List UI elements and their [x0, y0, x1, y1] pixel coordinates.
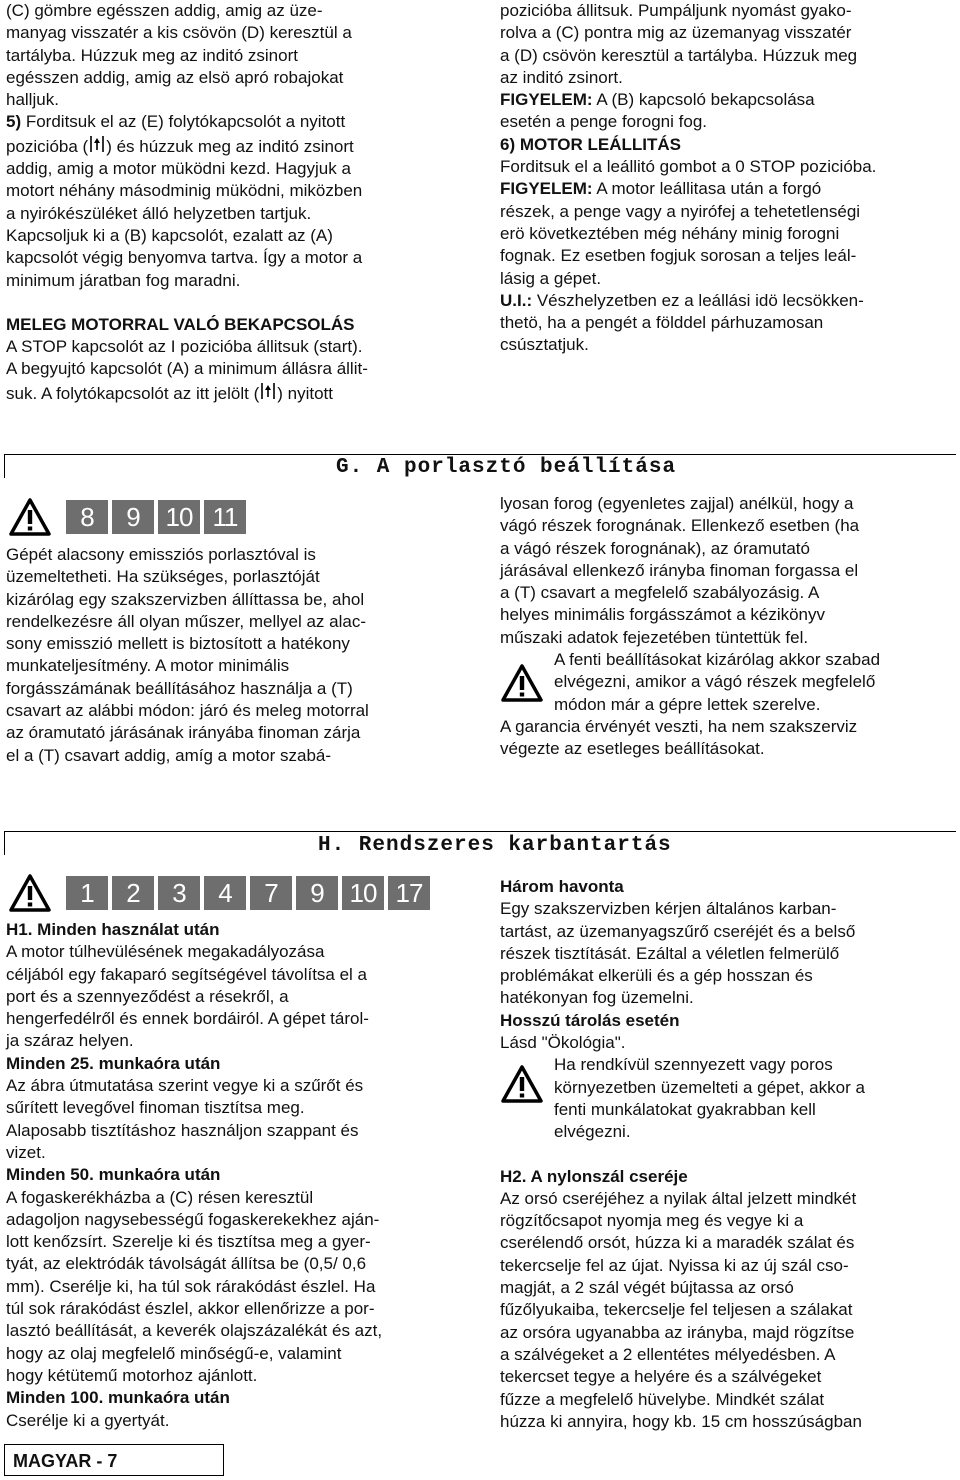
h2-heading: H2. A nylonszál cseréje [500, 1166, 688, 1186]
section-g-right: lyosan forog (egyenletes zajjal) anélkül, hogy a vágó részek forognának. Ellenkező esetben (ha a vágó részek forognának), az óramutató járásával ellenkező irányba finoman forgassa el a (T) csavart a megfelelő szabályozásig. A helyes minimális forgásszámot a kézikönyv műszaki adatok fejezetében tüntettük fel. A fenti beállításokat kizárólag akkor szabad elvégezni, amikor a vágó részek megfelelő módon már a gépre lettek szerelve. A garancia érvényét veszti, ha nem szakszerviz végezte az esetleges beállításokat. [500, 493, 956, 761]
section-h-right: Három havonta Egy szakszervizben kérjen általános karban- tartást, az üzemanyagszűrő cseréjét és a belső részek tisztítását. Ezáltal a véletlen felmerülő problémákat elkerüli és a gép hosszan és hatékonyan fog üzemelni. Hosszú tárolás esetén Lásd "Ökológia". Ha rendkívül szennyezett vagy poros környezetben üzemelteti a gépet, akkor a fenti munkálatokat gyakrabban kell elvégezni. H2. A nylonszál cseréje Az orsó cseréjéhez a nyilak által jelzett mindkét rögzítőcsapot nyomja meg és vegye ki a cserélendő orsót, húzza ki a maradék szálat és tekercselje fel az újat. Nyissa ki az új szál cso- magját, a 2 szál végét bújtassa az orsó fűzőlyukaiba, tekercselje fel teljesen a szálakat az orsóra ugyanabba az irányba, majd rögzítse a szálvégeket a 2 ellentétes mélyedésben. A tekercset tegye a helyére és a szálvégeket fűzze a megfelelő hüvelybe. Mindkét szálat húzza ki annyira, hogy kb. 15 cm hosszúságban [500, 876, 956, 1433]
figure-ref: 17 [388, 876, 430, 910]
figure-ref: 11 [204, 500, 246, 534]
section-h-rule-left [4, 831, 5, 855]
warm-start-block: MELEG MOTORRAL VALÓ BEKAPCSOLÁS A STOP kapcsolót az I pozicióba állitsuk (start). A begyujtó kapcsolót (A) a minimum állásra állit- suk. A folytókapcsolót az itt jelölt ( ) nyitott [6, 314, 468, 405]
adjustment-warning: A fenti beállításokat kizárólag akkor szabad elvégezni, amikor a vágó részek megfelelő módon már a gépre lettek szerelve. [500, 649, 956, 716]
figure-ref: 2 [112, 876, 154, 910]
section-h-figure-refs [8, 873, 434, 913]
top-left-intro: (C) gömbre egésszen addig, amig az üze- manyag visszatér a kis csövön (D) keresztül a tartályba. Húzzuk meg az inditó zsinort egésszen addig, amig az elsö apró robajokat halljuk. [6, 1, 352, 110]
dirty-environment-warning: Ha rendkívül szennyezett vagy poros környezetben üzemelteti a gépet, akkor a fenti munkálatokat gyakrabban kell elvégezni. [500, 1054, 956, 1143]
figure-ref: 10 [342, 876, 384, 910]
every-50-hours-heading: Minden 50. munkaóra után [6, 1165, 221, 1185]
long-storage-heading: Hosszú tárolás esetén [500, 1010, 680, 1030]
section-g-left: Gépét alacsony emissziós porlasztóval is üzemeltetheti. Ha szükséges, porlasztóját kizárólag egy szakszervizben állíttassa be, ahol rendelkezésre áll olyan műszer, mellyel az alac- sony emisszió mellett is biztosított a hatékony munkateljesítmény. A motor minimális forgásszámának beállításához használja a (T) csavart az alábbi módon: járó és meleg motorral az óramutató járásának irányába finoman zárja el a (T) csavart addig, amíg a motor szabá- [6, 545, 369, 765]
section-g-figure-refs [8, 497, 250, 537]
three-months-heading: Három havonta [500, 877, 624, 896]
figure-ref: 3 [158, 876, 200, 910]
figure-ref: 7 [250, 876, 292, 910]
section-h-title: H. Rendszeres karbantartás [318, 834, 672, 857]
warning-triangle-icon [500, 663, 544, 703]
h1-heading: H1. Minden használat után [6, 920, 220, 939]
every-25-hours-heading: Minden 25. munkaóra után [6, 1053, 221, 1073]
figure-ref: 10 [158, 500, 200, 534]
section-h-rule [4, 831, 956, 832]
choke-open-icon [88, 134, 106, 154]
warning-triangle-icon [8, 873, 52, 913]
motor-stop-heading: 6) MOTOR LEÁLLITÁS [500, 134, 682, 154]
warm-start-heading: MELEG MOTORRAL VALÓ BEKAPCSOLÁS [6, 314, 355, 334]
warning-triangle-icon [8, 497, 52, 537]
figure-ref: 8 [66, 500, 108, 534]
figure-ref: 4 [204, 876, 246, 910]
warning-triangle-icon [500, 1064, 544, 1104]
top-left-column [6, 0, 468, 405]
figure-ref: 9 [112, 500, 154, 534]
choke-open-icon [259, 381, 277, 401]
page-footer-label: MAGYAR - 7 [4, 1444, 224, 1476]
every-100-hours-heading: Minden 100. munkaóra után [6, 1388, 230, 1408]
figure-ref: 9 [296, 876, 338, 910]
section-h-left: H1. Minden használat után A motor túlhevülésének megakadályozása céljából egy fakaparó segítségével távolítsa el a port és a szennyeződést a résekről, a hengerfedélről és ennek bordáiról. A gépet tárol- ja száraz helyen. Minden 25. munkaóra után Az ábra útmutatása szerint vegye ki a szűrőt és sűrített levegővel finoman tisztítsa meg. Alaposabb tisztításhoz használjon szappant és vizet. Minden 50. munkaóra után A fogaskerékházba a (C) résen keresztül adagoljon nagysebességű fogaskerekekhez aján- lott kenőzsírt. Szerelje ki és tisztítsa meg a gyer- tyát, az elektródák távolságát állítsa be (0,5/ 0,6 mm). Cserélje ki, ha túl sok rárakódást észlel. Ha túl sok rárakódást észlel, akkor ellenőrizze a por- lasztó beállítását, a keverék olajszázalékát és azt, hogy az olaj megfelelő minőségű-e, valamint hogy kétütemű motorhoz ajánlott. Minden 100. munkaóra után Cserélje ki a gyertyát. [6, 919, 476, 1432]
section-g-rule-left [4, 454, 5, 478]
figure-ref: 1 [66, 876, 108, 910]
section-g-title: G. A porlasztó beállítása [336, 456, 677, 479]
top-right-column: pozicióba állitsuk. Pumpáljunk nyomást gyako- rolva a (C) pontra mig az üzemanyag visszatér a (D) csövön keresztül a tartályba. Húzzuk meg az inditó zsinort. FIGYELEM: A (B) kapcsoló bekapcsolása esetén a penge forogni fog. 6) MOTOR LEÁLLITÁS Forditsuk el a leállitó gombot a 0 STOP pozicióba. FIGYELEM: A motor leállitasa után a forgó részek, a penge vagy a nyirófej a tehetetlenségi erö következtében még néhány minig forogni fognak. Ez esetben fogjuk sorosan a teljes leál- lásig a gépet. U.I.: Vészhelyzetben ez a leállási idö lecsökken- thetö, ha a pengét a földdel párhuzamosan csúsztatjuk. [500, 0, 956, 357]
section-g-rule [4, 454, 956, 455]
step-5: 5) Forditsuk el az (E) folytókapcsolót a nyitott pozicióba ( ) és húzzuk meg az inditó zsinort addig, amig a motor müködni kezd. Hagyjuk a motort néhány másodminig müködni, miközben a nyirókészüléket álló helyzetben tartjuk. Kapcsoljuk ki a (B) kapcsolót, ezalatt az (A) kapcsolót végig benyomva tartva. Így a motor a minimum járatban fog maradni. [6, 112, 363, 290]
